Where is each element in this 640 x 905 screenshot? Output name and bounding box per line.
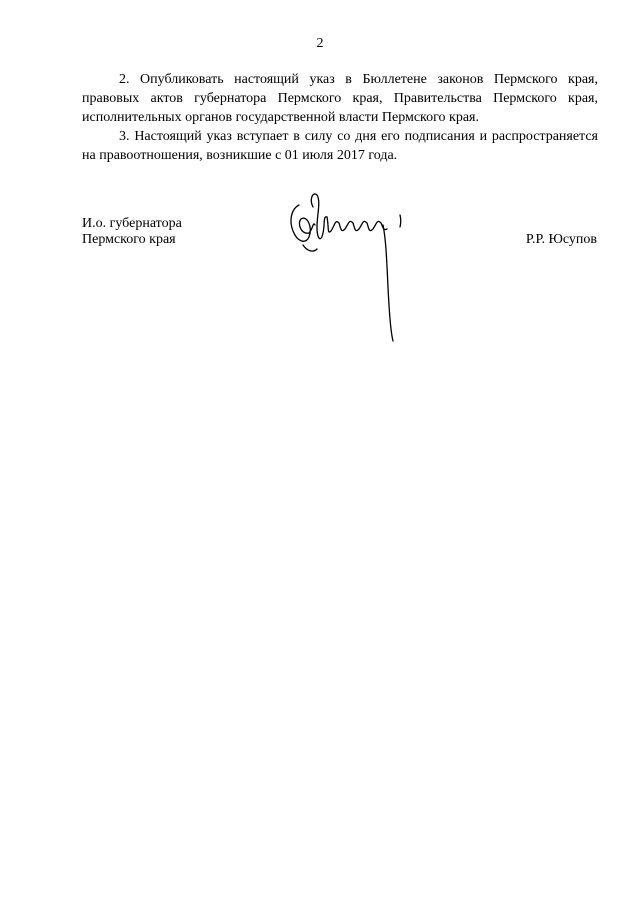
signer-position-line-1: И.о. губернатора bbox=[82, 216, 182, 231]
paragraph-publication: 2. Опубликовать настоящий указ в Бюллетене законов Пермского края, правовых актов губернатора Пермского края, Правительства Пермского края, исполнительных органов государственной власти Пермского края. bbox=[82, 72, 598, 125]
signer-name: Р.Р. Юсупов bbox=[525, 232, 597, 247]
paragraph-entry-into-force: 3. Настоящий указ вступает в силу со дня его подписания и распространяется на правоотношения, возникшие с 01 июля 2017 года. bbox=[82, 129, 598, 163]
document-body bbox=[82, 70, 598, 165]
signer-position-line-2: Пермского края bbox=[82, 232, 176, 247]
page-number: 2 bbox=[316, 36, 324, 51]
signer-position bbox=[82, 216, 182, 248]
handwritten-signature-icon bbox=[283, 185, 413, 345]
